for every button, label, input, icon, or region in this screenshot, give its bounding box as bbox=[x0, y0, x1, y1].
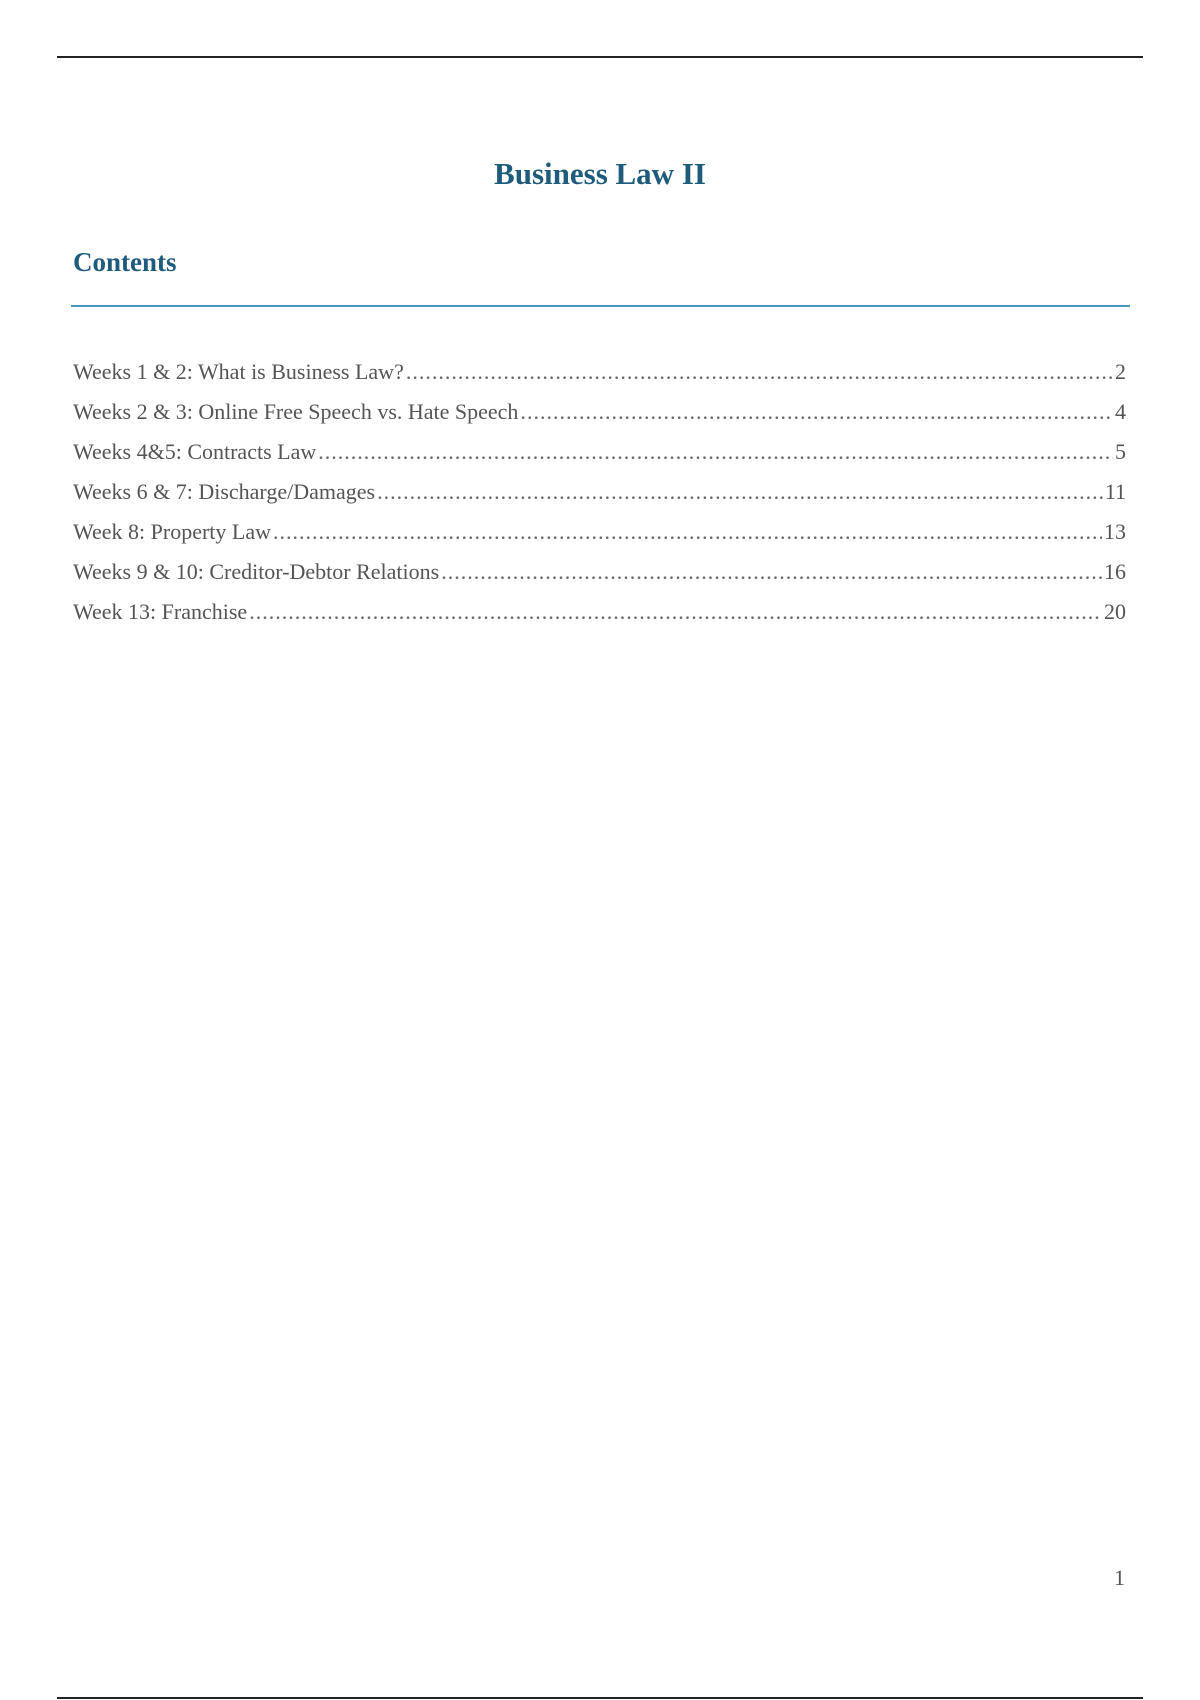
toc-entry-title: Weeks 2 & 3: Online Free Speech vs. Hate Speech bbox=[73, 399, 519, 424]
toc-entry-title: Weeks 6 & 7: Discharge/Damages bbox=[73, 479, 376, 504]
toc-entry-title: Weeks 1 & 2: What is Business Law? bbox=[73, 359, 404, 384]
toc-entry-week-13[interactable] bbox=[73, 592, 1126, 632]
toc-entry-weeks-2-3[interactable] bbox=[73, 392, 1126, 432]
toc-dot-leader bbox=[273, 512, 1102, 552]
page-number: 1 bbox=[1114, 1565, 1125, 1590]
toc-entry-page: 13 bbox=[1104, 519, 1126, 544]
toc-dot-leader bbox=[377, 472, 1103, 512]
toc-dot-leader bbox=[441, 552, 1102, 592]
toc-entry-title: Week 13: Franchise bbox=[73, 599, 248, 624]
toc-dot-leader bbox=[520, 392, 1113, 432]
page-top-border bbox=[57, 56, 1143, 58]
toc-entry-page: 5 bbox=[1115, 439, 1126, 464]
contents-divider bbox=[71, 305, 1130, 307]
toc-entry-weeks-4-5[interactable] bbox=[73, 432, 1126, 472]
toc-entry-weeks-6-7[interactable] bbox=[73, 472, 1126, 512]
toc-entry-page: 16 bbox=[1104, 559, 1126, 584]
toc-entry-title: Weeks 9 & 10: Creditor-Debtor Relations bbox=[73, 559, 440, 584]
toc-dot-leader bbox=[318, 432, 1113, 472]
toc-dot-leader bbox=[249, 592, 1102, 632]
document-title: Business Law II bbox=[494, 156, 706, 191]
toc-entry-title: Week 8: Property Law bbox=[73, 519, 271, 544]
contents-heading: Contents bbox=[73, 247, 177, 277]
toc-entry-page: 11 bbox=[1104, 479, 1126, 504]
toc-entry-page: 20 bbox=[1104, 599, 1126, 624]
table-of-contents bbox=[73, 352, 1126, 632]
toc-entry-weeks-1-2[interactable] bbox=[73, 352, 1126, 392]
toc-entry-page: 2 bbox=[1115, 359, 1126, 384]
toc-entry-week-8[interactable] bbox=[73, 512, 1126, 552]
page-bottom-border bbox=[57, 1697, 1143, 1699]
toc-entry-title: Weeks 4&5: Contracts Law bbox=[73, 439, 317, 464]
toc-dot-leader bbox=[406, 352, 1113, 392]
toc-entry-weeks-9-10[interactable] bbox=[73, 552, 1126, 592]
toc-entry-page: 4 bbox=[1115, 399, 1126, 424]
